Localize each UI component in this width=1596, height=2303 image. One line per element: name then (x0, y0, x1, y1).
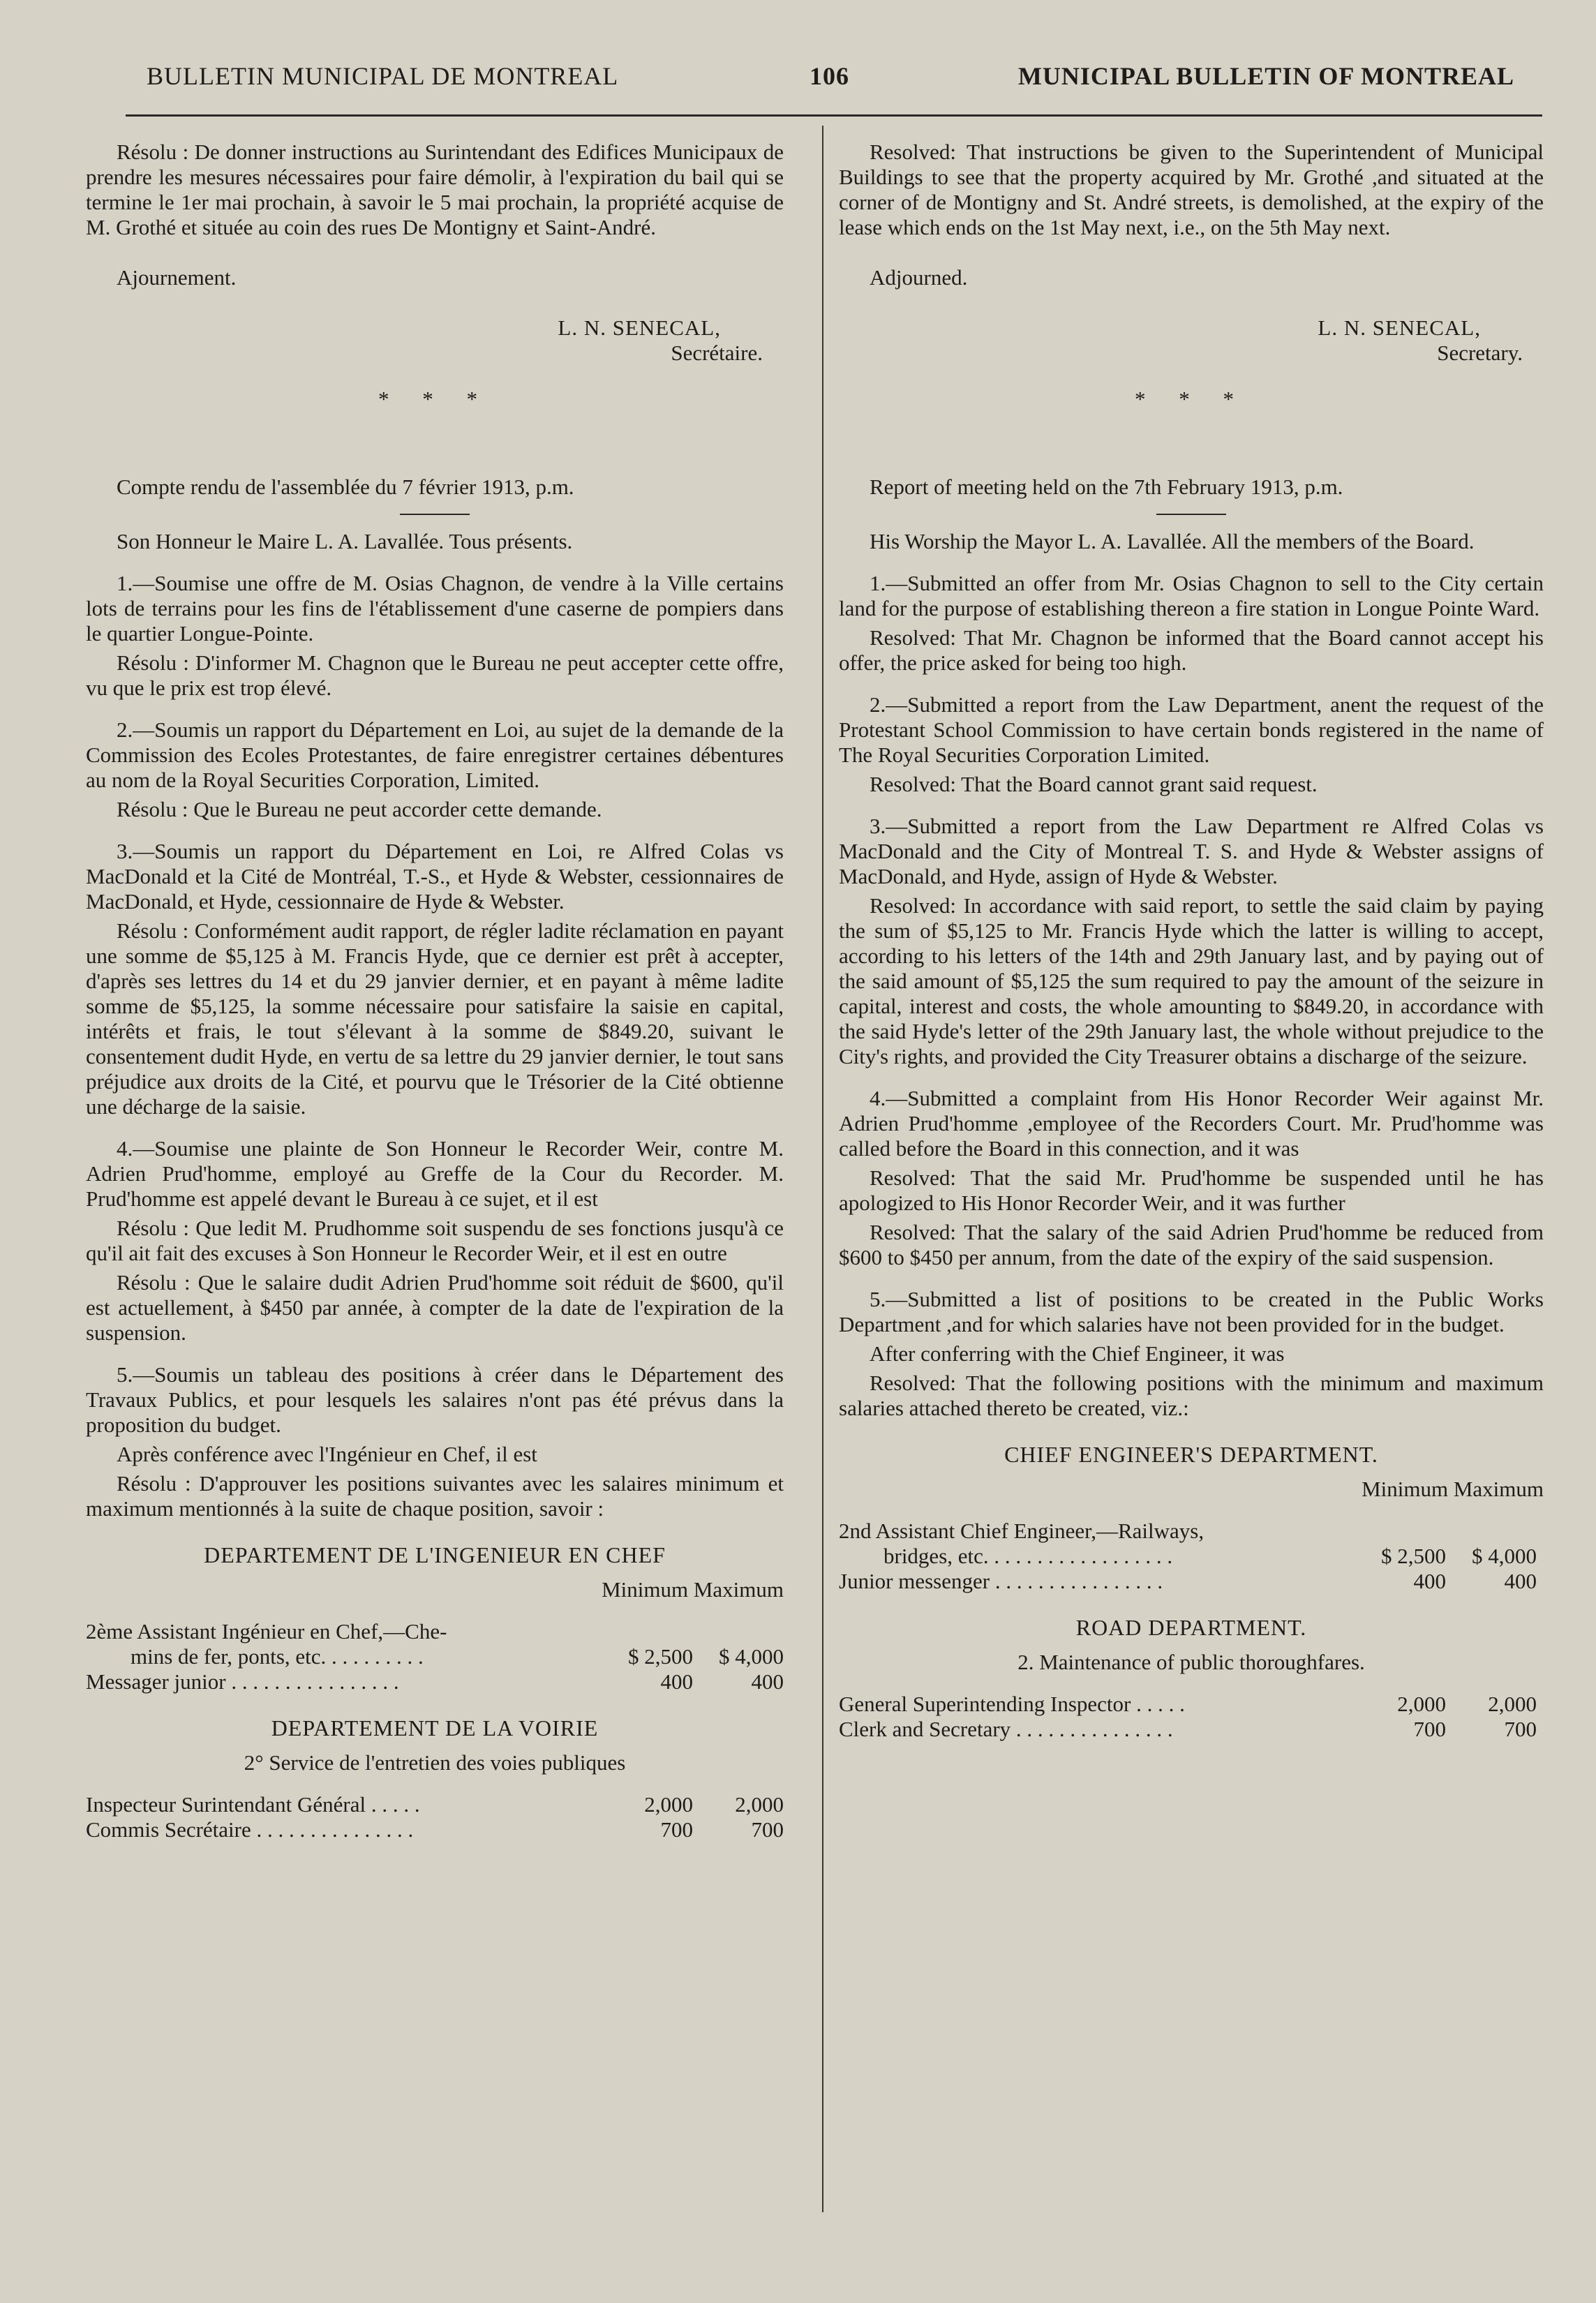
en-dept-roads: ROAD DEPARTMENT. (1075, 1615, 1307, 1640)
en-row-3-label: General Superintending Inspector . . . . . (839, 1692, 1185, 1716)
fr-item-3-resolution: Résolu : Conformément audit rapport, de régler ladite réclamation en payant une somme de $5,125 à M. Francis Hyde, que ce dernier est prêt à accepter, d'après ses lettres du 14 et du 29 janvier dernier, et en payant à même ladite somme de $5,125, la somme nécessaire pour satisfaire la saisie en capital, intérêts et frais, le tout s'élevant à la somme de $849.20, suivant le consentement dudit Hyde, en vertu de sa lettre du 29 janvier dernier, le tout sans préjudice aux droits de la Cité, et pourvu que le Trésorier de la Cité obtienne une décharge de la saisie. (86, 918, 784, 1119)
fr-row-1-max: $ 4,000 (719, 1644, 784, 1669)
fr-row-3-label: Inspecteur Surintendant Général . . . . . (86, 1792, 420, 1817)
en-item-1-resolution: Resolved: That Mr. Chagnon be informed that the Board cannot accept his offer, the price asked for being too high. (839, 625, 1544, 675)
en-row-3-max: 2,000 (1488, 1692, 1537, 1716)
en-row-2-min: 400 (1413, 1569, 1446, 1593)
fr-item-2: 2.—Soumis un rapport du Département en Loi, au sujet de la demande de la Commission des Ecoles Protestantes, de faire enregistrer certaines débentures au nom de la Royal Securities Corporation, Limited. (86, 717, 784, 792)
fr-item-1-resolution: Résolu : D'informer M. Chagnon que le Bureau ne peut accepter cette offre, vu que le prix est trop élevé. (86, 650, 784, 700)
fr-meeting-report-title: Compte rendu de l'assemblée du 7 février 1913, p.m. (117, 475, 574, 499)
page-number: 106 (810, 62, 849, 90)
en-item-4: 4.—Submitted a complaint from His Honor Recorder Weir against Mr. Adrien Prud'homme ,employee of the Recorders Court. Mr. Prud'homme was called before the Board in this connection, and it was (839, 1086, 1544, 1161)
fr-present: Son Honneur le Maire L. A. Lavallée. Tous présents. (117, 529, 573, 553)
fr-row-4-label: Commis Secrétaire . . . . . . . . . . . . . . . (86, 1817, 414, 1842)
en-section-stars: * * * (1135, 387, 1248, 411)
fr-row-3-max: 2,000 (735, 1792, 784, 1817)
en-row-1-label-line-1: 2nd Assistant Chief Engineer,—Railways, (839, 1519, 1205, 1543)
fr-adjournment: Ajournement. (117, 265, 237, 290)
fr-dept-chief-engineer: DEPARTEMENT DE L'INGENIEUR EN CHEF (204, 1542, 666, 1567)
fr-row-2-min: 400 (660, 1669, 693, 1694)
en-row-4-max: 700 (1504, 1717, 1537, 1741)
english-column (839, 140, 1544, 1742)
fr-item-4: 4.—Soumise une plainte de Son Honneur le Recorder Weir, contre M. Adrien Prud'homme, employé au Greffe de la Cour du Recorder. M. Prud'homme est appelé devant le Bureau à ce sujet, et il est (86, 1136, 784, 1211)
fr-signature (86, 315, 763, 366)
en-present: His Worship the Mayor L. A. Lavallée. All the members of the Board. (870, 529, 1475, 553)
fr-section-stars: * * * (378, 387, 491, 411)
en-row-2-label: Junior messenger . . . . . . . . . . . . . . . . (839, 1569, 1163, 1593)
en-item-2: 2.—Submitted a report from the Law Department, anent the request of the Protestant School Commission to have certain bonds registered in the name of The Royal Securities Corporation Limited. (839, 692, 1544, 767)
en-item-5-conference: After conferring with the Chief Engineer, it was (870, 1341, 1285, 1366)
fr-signature-name: L. N. SENECAL, (558, 315, 721, 340)
fr-item-5-conference: Après conférence avec l'Ingénieur en Chef, il est (117, 1442, 537, 1466)
fr-item-5: 5.—Soumis un tableau des positions à créer dans le Département des Travaux Publics, et pour lesquels les salaires n'ont pas été prévus dans la proposition du budget. (86, 1362, 784, 1437)
fr-row-1-label-line-2: mins de fer, ponts, etc. . . . . . . . . . (130, 1644, 424, 1669)
en-item-5: 5.—Submitted a list of positions to be created in the Public Works Department ,and for which salaries have not been provided for in the budget. (839, 1287, 1544, 1336)
fr-signature-title: Secrétaire. (671, 341, 763, 365)
fr-roads-subheading: 2° Service de l'entretien des voies publiques (244, 1750, 626, 1775)
en-signature-title: Secretary. (1437, 341, 1523, 365)
fr-salary-row-1a (86, 1619, 784, 1644)
french-column (86, 140, 784, 1842)
fr-item-5-resolution: Résolu : D'approuver les positions suivantes avec les salaires minimum et maximum mentionnés à la suite de chaque position, savoir : (86, 1471, 784, 1521)
en-row-1-max: $ 4,000 (1472, 1544, 1537, 1568)
en-salary-row-3 (839, 1692, 1544, 1717)
en-signature-name: L. N. SENECAL, (1318, 315, 1481, 340)
fr-minmax-header: Minimum Maximum (602, 1577, 784, 1602)
fr-salary-row-4 (86, 1817, 784, 1842)
en-roads-subheading: 2. Maintenance of public thoroughfares. (1017, 1650, 1365, 1674)
en-resolution-demolition: Resolved: That instructions be given to the Superintendent of Municipal Buildings to see that the property acquired by Mr. Grothé ,and situated at the corner of de Montigny and St. André streets, is demolished, at the expiry of the lease which ends on the 1st May next, i.e., on the 5th May next. (839, 140, 1544, 239)
en-signature (839, 315, 1523, 366)
en-salary-row-1a (839, 1519, 1544, 1544)
fr-row-3-min: 2,000 (644, 1792, 693, 1817)
header-left-title: BULLETIN MUNICIPAL DE MONTREAL (147, 62, 619, 90)
en-item-2-resolution: Resolved: That the Board cannot grant said request. (870, 772, 1318, 796)
fr-item-4-resolution-1: Résolu : Que ledit M. Prudhomme soit suspendu de ses fonctions jusqu'à ce qu'il ait fait des excuses à Son Honneur le Recorder Weir, et il est en outre (86, 1216, 784, 1265)
en-item-4-resolution-1: Resolved: That the said Mr. Prud'homme be suspended until he has apologized to His Honor Recorder Weir, and it was further (839, 1165, 1544, 1215)
en-row-2-max: 400 (1504, 1569, 1537, 1593)
fr-row-1-min: $ 2,500 (628, 1644, 693, 1669)
fr-short-rule (400, 514, 470, 515)
column-divider (822, 126, 823, 2212)
fr-row-1-label-line-1: 2ème Assistant Ingénieur en Chef,—Che- (86, 1619, 447, 1644)
fr-item-4-resolution-2: Résolu : Que le salaire dudit Adrien Prud'homme soit réduit de $600, qu'il est actuellement, à $450 par année, à compter de la date de l'expiration de la suspension. (86, 1270, 784, 1345)
header-rule (126, 114, 1542, 117)
en-item-5-resolution: Resolved: That the following positions with the minimum and maximum salaries attached thereto be created, viz.: (839, 1371, 1544, 1420)
fr-salary-row-3 (86, 1792, 784, 1817)
fr-row-2-max: 400 (751, 1669, 784, 1694)
fr-dept-roads: DEPARTEMENT DE LA VOIRIE (271, 1715, 599, 1741)
en-minmax-header: Minimum Maximum (1362, 1477, 1544, 1501)
en-item-1: 1.—Submitted an offer from Mr. Osias Chagnon to sell to the City certain land for the purpose of establishing thereon a fire station in Longue Pointe Ward. (839, 571, 1544, 620)
en-row-4-label: Clerk and Secretary . . . . . . . . . . . . . . . (839, 1717, 1173, 1741)
header-right-title: MUNICIPAL BULLETIN OF MONTREAL (1017, 62, 1514, 90)
fr-item-1: 1.—Soumise une offre de M. Osias Chagnon, de vendre à la Ville certains lots de terrains pour les fins de l'établissement d'une caserne de pompiers dans le quartier Longue-Pointe. (86, 571, 784, 646)
en-item-3-resolution: Resolved: In accordance with said report, to settle the said claim by paying the sum of $5,125 to Mr. Francis Hyde which the latter is willing to accept, according to his letters of the 14th and 29th January last, and by paying out of the said amount of $5,125 the sum required to pay the amount of the seizure in capital, interest and costs, the whole amounting to $849.20, in accordance with the said Hyde's letter of the 29th January last, the whole without prejudice to the City's rights, and provided the City Treasurer obtains a discharge of the seizure. (839, 893, 1544, 1068)
en-item-4-resolution-2: Resolved: That the salary of the said Adrien Prud'homme be reduced from $600 to $450 per annum, from the date of the expiry of the said suspension. (839, 1220, 1544, 1269)
fr-item-2-resolution: Résolu : Que le Bureau ne peut accorder cette demande. (117, 797, 602, 821)
en-salary-row-1b (839, 1544, 1544, 1569)
en-row-3-min: 2,000 (1397, 1692, 1446, 1716)
en-meeting-report-title: Report of meeting held on the 7th February 1913, p.m. (870, 475, 1343, 499)
en-row-1-min: $ 2,500 (1381, 1544, 1446, 1568)
fr-row-4-max: 700 (751, 1817, 784, 1842)
en-salary-row-2 (839, 1569, 1544, 1594)
en-adjourned: Adjourned. (870, 265, 968, 290)
en-short-rule (1156, 514, 1226, 515)
fr-salary-row-1b (86, 1644, 784, 1669)
fr-resolution-demolition: Résolu : De donner instructions au Surintendant des Edifices Municipaux de prendre les mesures nécessaires pour faire démolir, à l'expiration du bail qui se termine le 1er mai prochain, à savoir le 5 mai prochain, la propriété acquise de M. Grothé et située au coin des rues De Montigny et Saint-André. (86, 140, 784, 239)
fr-salary-row-2 (86, 1669, 784, 1694)
fr-row-4-min: 700 (660, 1817, 693, 1842)
en-item-3: 3.—Submitted a report from the Law Department re Alfred Colas vs MacDonald and the City of Montreal T. S. and Hyde & Webster assigns of MacDonald, and Hyde, assign of Hyde & Webster. (839, 814, 1544, 888)
fr-row-2-label: Messager junior . . . . . . . . . . . . . . . . (86, 1669, 399, 1694)
en-row-4-min: 700 (1413, 1717, 1446, 1741)
fr-item-3: 3.—Soumis un rapport du Département en Loi, re Alfred Colas vs MacDonald et la Cité de Montréal, T.-S., et Hyde & Webster, cessionnaires de MacDonald, et Hyde, cessionnaire de Hyde & Webster. (86, 839, 784, 914)
page-header (126, 61, 1514, 100)
en-salary-row-4 (839, 1717, 1544, 1742)
en-row-1-label-line-2: bridges, etc. . . . . . . . . . . . . . . . . . (883, 1544, 1173, 1568)
en-dept-chief-engineer: CHIEF ENGINEER'S DEPARTMENT. (1004, 1442, 1378, 1467)
